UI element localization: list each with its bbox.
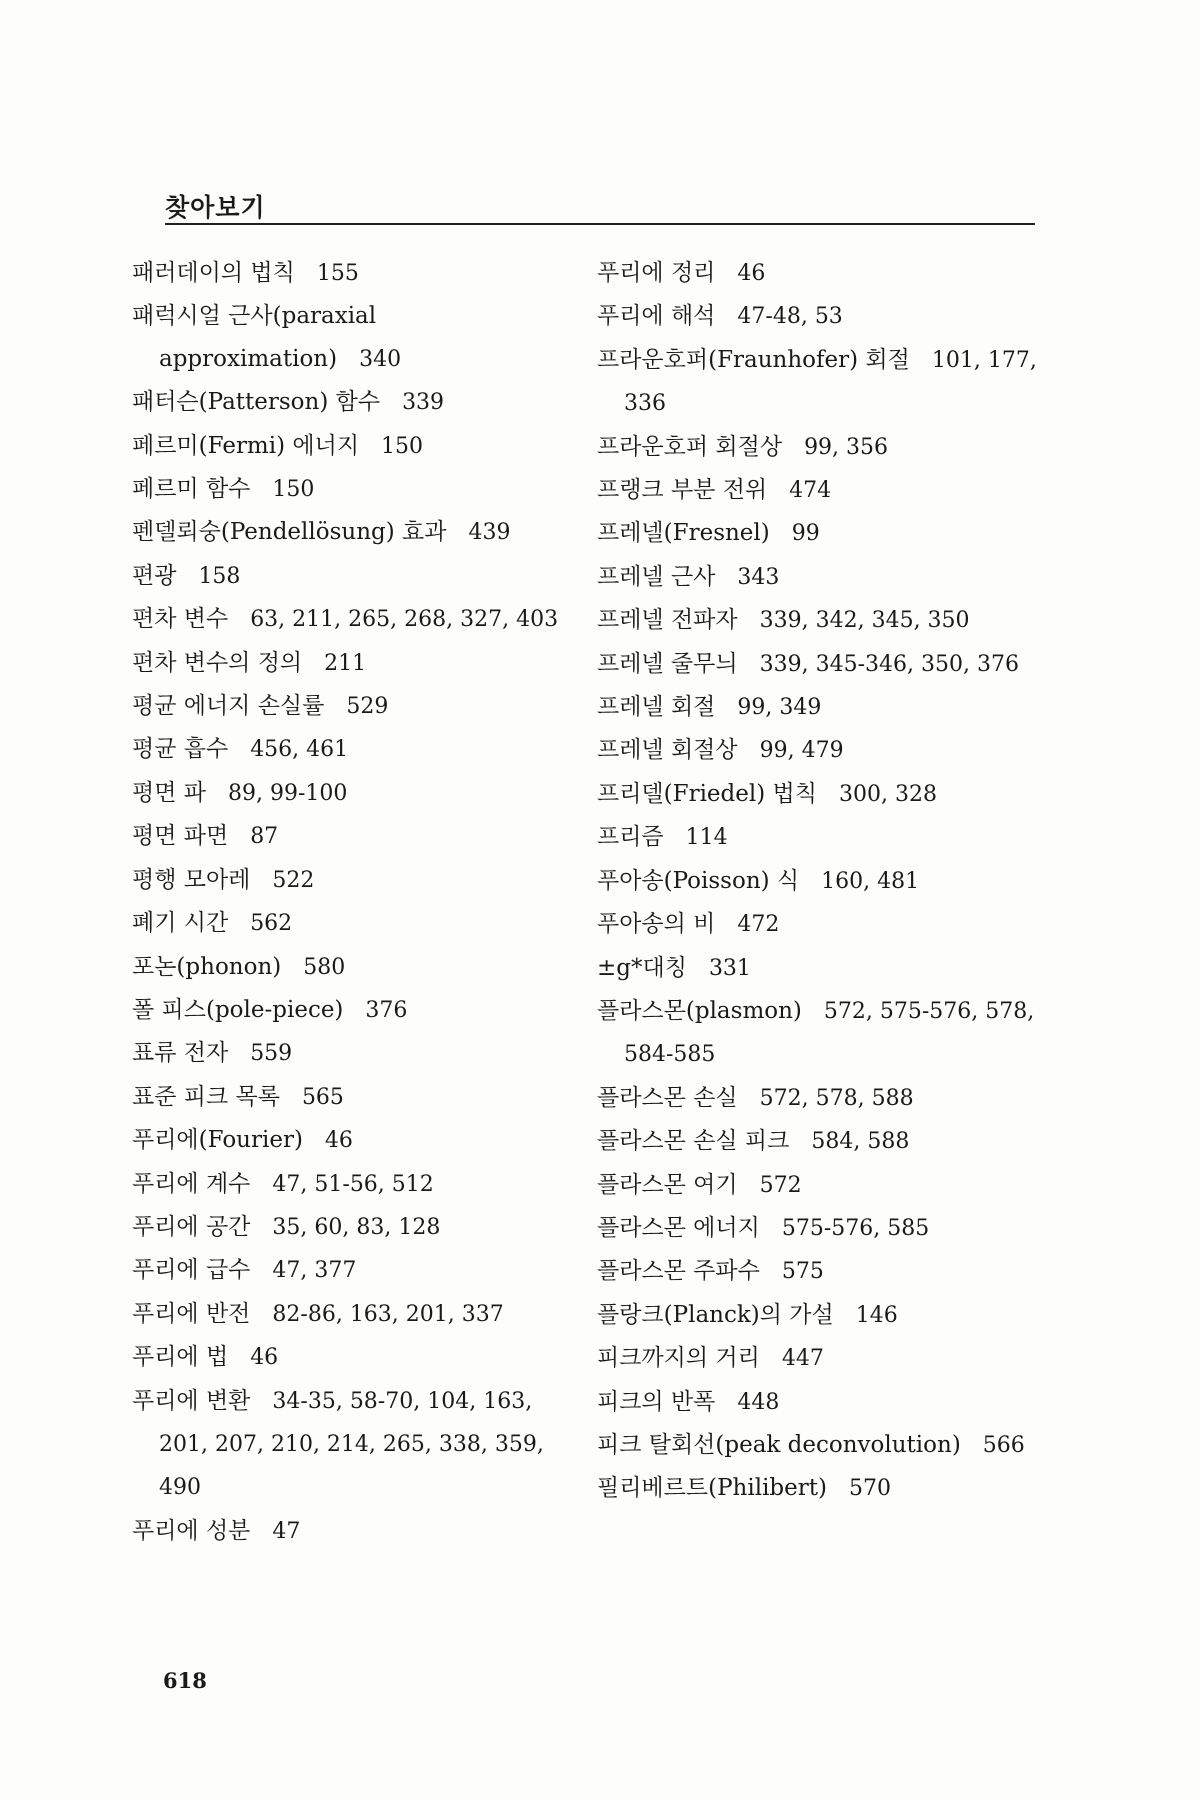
index-entry xyxy=(597,1337,1037,1380)
index-term: 플라스몬 손실 xyxy=(597,1084,738,1111)
index-entry xyxy=(597,252,1037,295)
index-pages: 343 xyxy=(737,564,780,590)
section-title: 찾아보기 xyxy=(165,193,266,222)
index-term: 프리즘 xyxy=(597,824,664,851)
index-entry xyxy=(597,469,1037,512)
index-pages: 99, 356 xyxy=(804,434,889,460)
index-term: 플라스몬(plasmon) xyxy=(597,997,802,1024)
index-pages: 46 xyxy=(737,261,766,286)
index-entry xyxy=(597,1467,1037,1510)
index-pages: 46 xyxy=(324,1128,353,1154)
index-entry xyxy=(597,816,1037,859)
index-entry xyxy=(597,295,1037,338)
index-entry xyxy=(132,1293,572,1336)
index-pages: 63, 211, 265, 268, 327, 403 xyxy=(250,607,559,633)
index-term: 표준 피크 목록 xyxy=(132,1083,280,1110)
index-pages: 562 xyxy=(250,911,293,937)
index-term: 푸리에 변환 xyxy=(132,1387,251,1414)
index-term: 푸리에 공간 xyxy=(132,1213,251,1240)
index-pages: 47 xyxy=(272,1518,301,1544)
index-pages: 456, 461 xyxy=(250,737,349,763)
index-pages: 150 xyxy=(381,433,424,459)
index-term: 플라스몬 여기 xyxy=(597,1171,738,1198)
index-entry xyxy=(597,1164,1037,1207)
index-term: 프레넬 회절상 xyxy=(597,737,738,764)
index-term: 푸아송의 비 xyxy=(597,911,716,938)
index-pages: 155 xyxy=(316,261,359,286)
index-entry xyxy=(597,990,1037,1077)
index-entry xyxy=(132,468,572,511)
index-entry xyxy=(132,772,572,815)
index-term: 푸리에 성분 xyxy=(132,1517,251,1544)
index-term: 패럭시얼 근사(paraxial approximation) xyxy=(132,303,377,372)
index-term: 평균 에너지 손실률 xyxy=(132,693,325,720)
index-entry xyxy=(597,1120,1037,1163)
index-pages: 158 xyxy=(198,563,241,589)
index-term: 푸리에 계수 xyxy=(132,1170,251,1197)
running-header xyxy=(135,188,1035,224)
index-term: 패러데이의 법칙 xyxy=(132,260,295,286)
index-term: 폐기 시간 xyxy=(132,910,229,937)
index-term: 플라스몬 손실 피크 xyxy=(597,1128,790,1155)
index-entry xyxy=(132,728,572,771)
index-term: 프리델(Friedel) 법칙 xyxy=(597,780,817,807)
index-pages: 584, 588 xyxy=(811,1129,910,1155)
index-pages: 339, 342, 345, 350 xyxy=(759,608,970,634)
index-term: 패터슨(Patterson) 함수 xyxy=(132,389,381,416)
index-pages: 339 xyxy=(402,390,445,416)
index-pages: 439 xyxy=(468,520,511,546)
index-pages: 300, 328 xyxy=(838,781,937,807)
index-term: 필리베르트(Philibert) xyxy=(597,1475,827,1502)
index-entry xyxy=(132,555,572,598)
index-entry xyxy=(132,1076,572,1119)
index-pages: 570 xyxy=(848,1476,891,1502)
index-term: 플라스몬 에너지 xyxy=(597,1214,760,1241)
index-term: 피크 탈회선(peak deconvolution) xyxy=(597,1431,961,1458)
index-pages: 89, 99-100 xyxy=(227,780,348,806)
index-term: 평행 모아레 xyxy=(132,866,251,893)
index-term: 프라운호퍼(Fraunhofer) 회절 xyxy=(597,346,910,373)
index-entry xyxy=(132,381,572,424)
index-pages: 448 xyxy=(737,1389,780,1415)
index-pages: 340 xyxy=(359,346,402,372)
index-pages: 566 xyxy=(982,1432,1025,1458)
index-entry xyxy=(132,1510,572,1553)
index-term: 페르미(Fermi) 에너지 xyxy=(132,432,360,459)
index-column-left xyxy=(132,252,572,1553)
index-term: 푸리에 반전 xyxy=(132,1300,251,1327)
index-entry xyxy=(597,426,1037,469)
index-entry xyxy=(132,598,572,641)
index-term: 평면 파 xyxy=(132,779,206,806)
index-entry xyxy=(597,1077,1037,1120)
index-term: 푸아송(Poisson) 식 xyxy=(597,867,800,894)
index-pages: 572, 578, 588 xyxy=(759,1085,914,1111)
index-pages: 211 xyxy=(324,650,367,676)
index-term: 플랑크(Planck)의 가설 xyxy=(597,1301,834,1328)
index-pages: 447 xyxy=(781,1346,824,1372)
index-pages: 522 xyxy=(272,867,315,893)
index-entry xyxy=(132,295,572,381)
index-entry xyxy=(597,773,1037,816)
index-pages: 46 xyxy=(250,1345,279,1371)
index-pages: 575-576, 585 xyxy=(781,1215,930,1241)
index-entry xyxy=(597,1381,1037,1424)
index-pages: 99, 479 xyxy=(759,738,844,764)
index-pages: 565 xyxy=(301,1084,344,1110)
index-pages: 331 xyxy=(708,955,751,981)
index-entry xyxy=(597,599,1037,642)
index-pages: 101, 177, 336 xyxy=(624,347,1037,417)
index-term: 프레넬(Fresnel) xyxy=(597,520,770,547)
index-term: ±g*대칭 xyxy=(597,954,687,981)
index-term: 푸리에 법 xyxy=(132,1344,229,1371)
index-term: 프라운호퍼 회절상 xyxy=(597,433,783,460)
index-entry xyxy=(132,815,572,858)
index-pages: 47, 377 xyxy=(272,1258,357,1284)
index-pages: 572 xyxy=(759,1172,802,1198)
index-term: 페르미 함수 xyxy=(132,476,251,503)
index-pages: 35, 60, 83, 128 xyxy=(272,1214,441,1240)
index-term: 프레넬 전파자 xyxy=(597,607,738,634)
index-entry xyxy=(132,1206,572,1249)
index-pages: 99, 349 xyxy=(737,695,822,721)
index-term: 푸리에 급수 xyxy=(132,1257,251,1284)
index-pages: 47, 51-56, 512 xyxy=(272,1171,434,1197)
index-entry xyxy=(132,685,572,728)
index-pages: 47-48, 53 xyxy=(737,304,843,330)
index-entry xyxy=(132,1336,572,1379)
index-entry xyxy=(597,339,1037,426)
index-pages: 146 xyxy=(855,1302,898,1328)
index-term: 편차 변수 xyxy=(132,606,229,633)
index-entry xyxy=(132,1249,572,1292)
index-entry xyxy=(132,425,572,468)
index-term: 피크의 반폭 xyxy=(597,1388,716,1415)
index-entry xyxy=(132,902,572,945)
index-pages: 114 xyxy=(685,825,728,851)
index-entry xyxy=(132,859,572,902)
index-term: 평균 흡수 xyxy=(132,736,229,763)
index-term: 포논(phonon) xyxy=(132,953,282,980)
index-term: 푸리에(Fourier) xyxy=(132,1127,303,1154)
index-pages: 34-35, 58-70, 104, 163, 201, 207, 210, 214, 265, 338, 359, 490 xyxy=(159,1388,544,1501)
index-term: 편차 변수의 정의 xyxy=(132,649,303,676)
header-rule xyxy=(165,223,1035,225)
index-term: 평면 파면 xyxy=(132,823,229,850)
index-pages: 575 xyxy=(781,1259,824,1285)
index-term: 펜델뢰숭(Pendellösung) 효과 xyxy=(132,519,447,546)
index-pages: 580 xyxy=(303,954,346,980)
index-entry xyxy=(597,903,1037,946)
index-column-right xyxy=(597,252,1037,1511)
index-pages: 339, 345-346, 350, 376 xyxy=(759,651,1019,677)
index-entry xyxy=(132,642,572,685)
index-entry xyxy=(132,1163,572,1206)
index-term: 피크까지의 거리 xyxy=(597,1345,760,1372)
index-pages: 559 xyxy=(250,1041,293,1067)
index-pages: 529 xyxy=(346,694,389,720)
index-term: 편광 xyxy=(132,562,177,589)
index-entry xyxy=(132,989,572,1032)
index-term: 푸리에 정리 xyxy=(597,260,716,286)
index-entry xyxy=(132,946,572,989)
index-pages: 376 xyxy=(365,997,408,1023)
index-pages: 150 xyxy=(272,477,315,503)
index-pages: 474 xyxy=(789,478,832,504)
index-term: 플라스몬 주파수 xyxy=(597,1258,760,1285)
index-term: 푸리에 해석 xyxy=(597,303,716,330)
index-entry xyxy=(132,252,572,295)
index-term: 프랭크 부분 전위 xyxy=(597,477,768,504)
index-entry xyxy=(597,556,1037,599)
index-pages: 160, 481 xyxy=(821,868,920,894)
index-pages: 87 xyxy=(250,824,279,850)
index-pages: 472 xyxy=(737,912,780,938)
index-entry xyxy=(132,1119,572,1162)
page-number: 618 xyxy=(163,1668,207,1693)
index-entry xyxy=(597,729,1037,772)
index-entry xyxy=(597,1424,1037,1467)
index-entry xyxy=(597,643,1037,686)
index-term: 프레넬 근사 xyxy=(597,563,716,590)
index-entry xyxy=(597,1207,1037,1250)
index-entry xyxy=(132,1380,572,1510)
index-entry xyxy=(597,1294,1037,1337)
index-entry xyxy=(132,1032,572,1075)
index-pages: 99 xyxy=(791,521,820,547)
index-term: 프레넬 회절 xyxy=(597,694,716,721)
index-pages: 572, 575-576, 578, 584-585 xyxy=(624,998,1035,1068)
index-entry xyxy=(597,860,1037,903)
index-entry xyxy=(132,511,572,554)
index-term: 폴 피스(pole-piece) xyxy=(132,996,344,1023)
index-pages: 82-86, 163, 201, 337 xyxy=(272,1301,504,1327)
index-term: 표류 전자 xyxy=(132,1040,229,1067)
index-term: 프레넬 줄무늬 xyxy=(597,650,738,677)
index-entry xyxy=(597,686,1037,729)
index-entry xyxy=(597,947,1037,990)
index-entry xyxy=(597,512,1037,555)
index-entry xyxy=(597,1250,1037,1293)
